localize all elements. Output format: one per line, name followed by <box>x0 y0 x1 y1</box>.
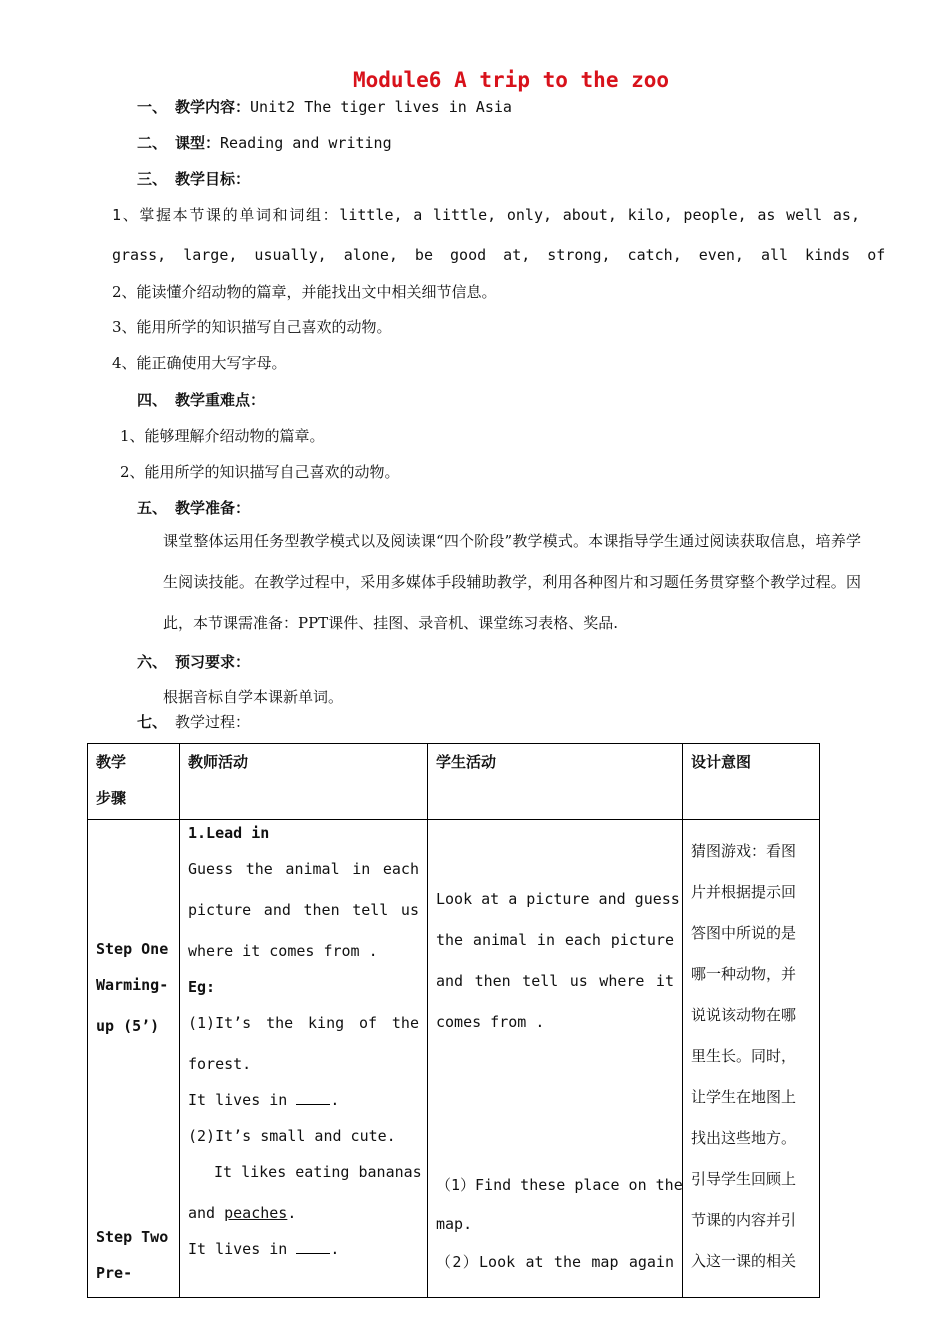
section-number: 四、 <box>137 391 168 409</box>
fill-blank <box>296 1241 330 1254</box>
section-number: 三、 <box>137 170 168 188</box>
objective-4: 4、能正确使用大写字母。 <box>112 354 287 372</box>
section-teaching-content <box>137 97 512 117</box>
objective-1-line-1: 1、掌握本节课的单词和词组：little, a little, only, about, kilo, people, as well as, <box>112 206 860 224</box>
step-two-name: Pre- <box>96 1264 133 1282</box>
step-two-label: Step Two <box>96 1228 169 1246</box>
section-number: 二、 <box>137 134 168 152</box>
section-preparation <box>137 498 250 518</box>
student-activity-cell <box>428 820 683 1298</box>
step-one-name: Warming- <box>96 976 169 994</box>
step-one-label: Step One <box>96 940 169 958</box>
objective-2: 2、能读懂介绍动物的篇章，并能找出文中相关细节信息。 <box>112 283 497 301</box>
teacher-line: picture and then tell us <box>188 901 419 919</box>
teacher-line: (1)It’s the king of the <box>188 1014 419 1032</box>
design-line: 里生长。同时， <box>691 1047 797 1065</box>
header-step-line-2: 步骤 <box>96 789 127 807</box>
header-cell-student <box>428 744 683 820</box>
teacher-line: Guess the animal in each <box>188 860 419 878</box>
underlined-word: peaches <box>224 1204 288 1222</box>
fill-blank <box>296 1092 330 1105</box>
header-cell-step <box>88 744 180 820</box>
objective-1-line-2: grass, large, usually, alone, be good at, strong, catch, even, all kinds of <box>112 246 886 264</box>
teacher-line-underlined <box>188 1204 419 1222</box>
teacher-line-blank: It lives in . <box>188 1091 340 1109</box>
header-student-label: 学生活动 <box>436 753 497 771</box>
teacher-line: where it comes from . <box>188 942 378 960</box>
section-value: Reading and writing <box>220 134 392 152</box>
teacher-text: It lives in <box>188 1091 288 1109</box>
teacher-line: It likes eating bananas <box>214 1163 422 1181</box>
section-heading: 教学目标： <box>175 170 251 188</box>
section-number: 一、 <box>137 98 168 116</box>
student-line: and then tell us where it <box>436 972 674 990</box>
difficulty-1: 1、能够理解介绍动物的篇章。 <box>120 427 325 445</box>
section-difficulties <box>137 390 265 410</box>
design-line: 节课的内容并引 <box>691 1211 797 1229</box>
step-cell <box>88 820 180 1298</box>
section-objectives <box>137 169 250 189</box>
teacher-line: (2)It’s small and cute. <box>188 1127 396 1145</box>
design-line: 入这一课的相关 <box>691 1252 797 1270</box>
student-line: （1）Find these place on the <box>436 1176 683 1194</box>
student-line: Look at a picture and guess <box>436 890 680 908</box>
student-line: map. <box>436 1215 473 1233</box>
preparation-paragraph: 课堂整体运用任务型教学模式以及阅读课“四个阶段”教学模式。本课指导学生通过阅读获取信息，培养学生阅读技能。在教学过程中，采用多媒体手段辅助教学，利用各种图片和习题任务贯穿整个教学过程。因此，本节课需准备：PPT课件、挂图、录音机、课堂练习表格、奖品. <box>163 532 861 632</box>
teacher-line: 1.Lead in <box>188 824 270 842</box>
design-line: 哪一种动物，并 <box>691 965 797 983</box>
teacher-text: and <box>188 1204 225 1222</box>
section-number: 七、 <box>137 713 168 731</box>
design-line: 找出这些地方。 <box>691 1129 797 1147</box>
difficulty-2: 2、能用所学的知识描写自己喜欢的动物。 <box>120 463 400 481</box>
student-line: the animal in each picture <box>436 931 674 949</box>
teacher-activity-cell <box>180 820 428 1298</box>
preview-text: 根据音标自学本课新单词。 <box>163 688 344 706</box>
step-one-time: up (5’) <box>96 1017 160 1035</box>
section-heading: 教学重难点： <box>175 391 266 409</box>
design-line: 猜图游戏：看图 <box>691 842 797 860</box>
design-intent-cell <box>683 820 820 1298</box>
section-heading: 教学准备： <box>175 499 251 517</box>
section-preview <box>137 652 250 672</box>
table-header-row <box>88 744 820 820</box>
student-line: （2）Look at the map again <box>436 1253 674 1271</box>
header-cell-teacher <box>180 744 428 820</box>
objective-3: 3、能用所学的知识描写自己喜欢的动物。 <box>112 318 392 336</box>
section-lesson-type <box>137 133 392 153</box>
section-heading: 教学内容： <box>175 98 251 116</box>
design-line: 答图中所说的是 <box>691 924 797 942</box>
table-row <box>88 820 820 1298</box>
section-heading: 课型： <box>175 134 221 152</box>
section-heading: 预习要求： <box>175 653 251 671</box>
section-number: 五、 <box>137 499 168 517</box>
design-line: 让学生在地图上 <box>691 1088 797 1106</box>
teaching-process-table <box>87 743 820 1298</box>
section-value: Unit2 The tiger lives in Asia <box>250 98 512 116</box>
design-line: 说说该动物在哪 <box>691 1006 797 1024</box>
teacher-line: forest. <box>188 1055 252 1073</box>
design-line: 片并根据提示回 <box>691 883 797 901</box>
header-cell-design <box>683 744 820 820</box>
teacher-line-blank: It lives in . <box>188 1240 340 1258</box>
teacher-line: Eg: <box>188 978 216 996</box>
student-line: comes from . <box>436 1013 545 1031</box>
section-number: 六、 <box>137 653 168 671</box>
header-teacher-label: 教师活动 <box>188 753 249 771</box>
header-step-line-1: 教学 <box>96 753 127 771</box>
section-heading: 教学过程： <box>175 713 251 731</box>
teacher-text: . <box>287 1204 297 1222</box>
design-line: 引导学生回顾上 <box>691 1170 797 1188</box>
document-title: Module6 A trip to the zoo <box>352 68 670 92</box>
teacher-text: It lives in <box>188 1240 288 1258</box>
section-process <box>137 712 250 732</box>
header-design-label: 设计意图 <box>691 753 752 771</box>
